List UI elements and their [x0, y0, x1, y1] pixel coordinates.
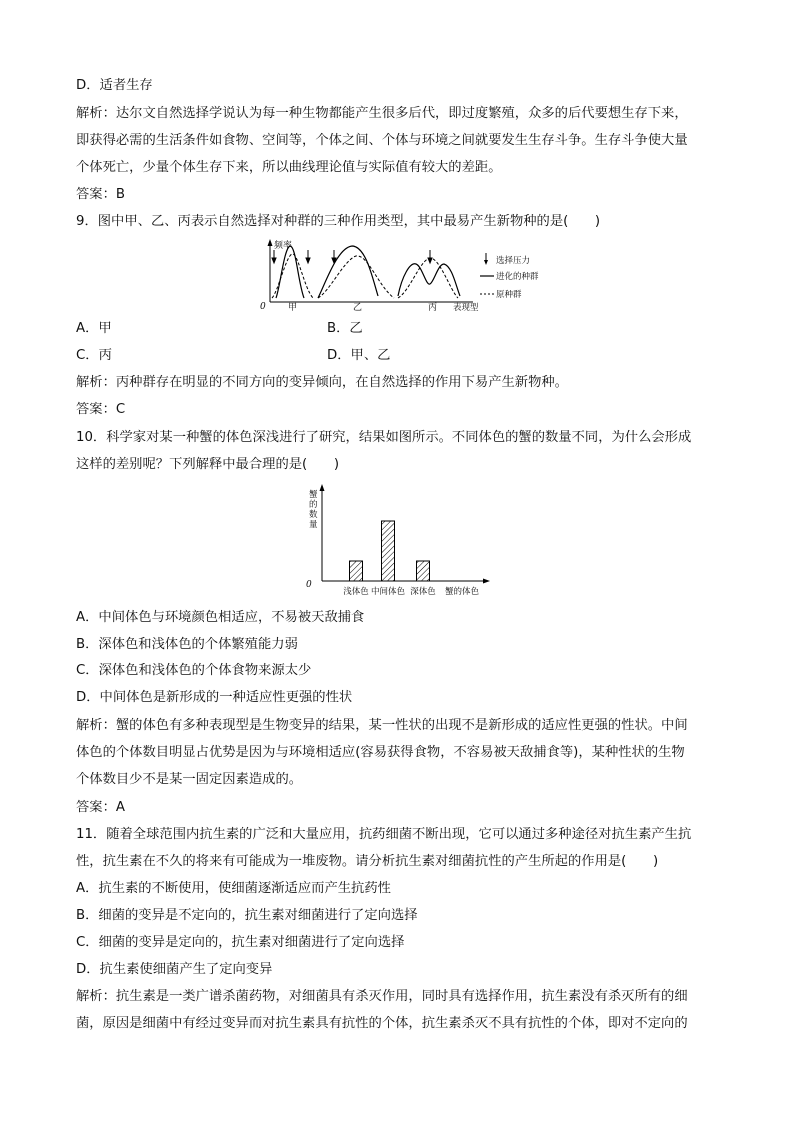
q10-explanation-line: 解析：蟹的体色有多种表现型是生物变异的结果，某一性状的出现不是新形成的适应性更强的性状。中间 [76, 718, 688, 733]
q8-explanation-line: 个体死亡，少量个体生存下来，所以曲线理论值与实际值有较大的差距。 [76, 160, 502, 175]
q9-stem: 9．图中甲、乙、丙表示自然选择对种群的三种作用类型，其中最易产生新物种的是( ) [76, 214, 601, 229]
q9-option-d: D．甲、乙 [327, 348, 391, 363]
q11-option-d: D．抗生素使细菌产生了定向变异 [76, 962, 273, 977]
q9-selection-figure [258, 236, 558, 314]
q8-option-d: D．适者生存 [76, 78, 153, 93]
chart-y-arrow [320, 484, 325, 491]
x-tick-label: 中间体色 [370, 587, 406, 597]
q10-option-c: C．深体色和浅体色的个体食物来源太少 [76, 663, 312, 678]
q10-answer: 答案：A [76, 800, 125, 815]
q9-option-b: B．乙 [327, 321, 363, 336]
y-label-char: 量 [309, 520, 318, 530]
q11-option-c: C．细菌的变异是定向的，抗生素对细菌进行了定向选择 [76, 935, 405, 950]
q10-explanation-line: 体色的个体数目明显占优势是因为与环境相适应(容易获得食物，不容易被天敌捕食等)，某种性状的生物 [76, 745, 685, 760]
q8-explanation-line: 解析：达尔文自然选择学说认为每一种生物都能产生很多后代，即过度繁殖，众多的后代要想生存下来， [76, 106, 688, 121]
legend-original-population: 原种群 [496, 290, 522, 300]
q9-answer: 答案：C [76, 402, 126, 417]
q10-option-b: B．深体色和浅体色的个体繁殖能力弱 [76, 637, 298, 652]
legend-evolved-population: 进化的种群 [496, 272, 539, 282]
x-axis-label: 表现型 [453, 303, 479, 313]
bar-2 [417, 561, 430, 581]
q10-stem-line: 这样的差别呢？下列解释中最合理的是( ) [76, 457, 340, 472]
q11-explanation-line: 解析：抗生素是一类广谱杀菌药物，对细菌具有杀灭作用，同时具有选择作用，抗生素没有杀灭所有的细 [76, 989, 688, 1004]
q10-option-d: D．中间体色是新形成的一种适应性更强的性状 [76, 690, 353, 705]
y-label-char: 的 [309, 500, 318, 510]
chart-y-label [309, 489, 318, 530]
legend [480, 253, 539, 300]
y-label-char: 蟹 [309, 490, 318, 500]
chart-origin: 0 [306, 580, 312, 590]
bar-1 [382, 521, 395, 581]
evolved-population-curve [276, 246, 460, 298]
q9-option-a: A．甲 [76, 321, 112, 336]
q9-option-c: C．丙 [76, 348, 112, 363]
legend-selection-pressure: 选择压力 [496, 256, 531, 266]
q10-explanation-line: 个体数目少不是某一固定因素造成的。 [76, 772, 303, 787]
x-tick-label: 浅体色 [343, 587, 369, 597]
q11-stem-line: 性，抗生素在不久的将来有可能成为一堆废物。请分析抗生素对细菌抗性的产生所起的作用是( ) [76, 854, 659, 869]
group-label-yi: 乙 [353, 303, 363, 313]
q11-stem-line: 11．随着全球范围内抗生素的广泛和大量应用，抗药细菌不断出现，它可以通过多种途径对抗生素产生抗 [76, 827, 692, 842]
q11-explanation-line: 菌，原因是细菌中有经过变异而对抗生素具有抗性的个体，抗生素杀灭不具有抗性的个体，即对不定向的 [76, 1016, 688, 1031]
group-label-bing: 丙 [428, 303, 438, 313]
group-label-jia: 甲 [288, 303, 298, 313]
q8-explanation-line: 即获得必需的生活条件如食物、空间等，个体之间、个体与环境之间就要发生生存斗争。生存斗争使大量 [76, 133, 688, 148]
chart-x-arrow [483, 579, 490, 584]
y-axis-arrow [268, 239, 273, 246]
q11-option-a: A．抗生素的不断使用，使细菌逐渐适应而产生抗药性 [76, 881, 391, 896]
origin-label: 0 [260, 302, 266, 312]
bar-0 [350, 561, 363, 581]
q9-explanation: 解析：丙种群存在明显的不同方向的变异倾向，在自然选择的作用下易产生新物种。 [76, 375, 568, 390]
q8-answer: 答案：B [76, 187, 126, 202]
x-tick-label: 深体色 [410, 587, 436, 597]
q10-stem-line: 10．科学家对某一种蟹的体色深浅进行了研究，结果如图所示。不同体色的蟹的数量不同，为什么会形成 [76, 430, 692, 445]
q10-option-a: A．中间体色与环境颜色相适应，不易被天敌捕食 [76, 610, 365, 625]
chart-x-label: 蟹的体色 [445, 587, 480, 597]
q11-option-b: B．细菌的变异是不定向的，抗生素对细菌进行了定向选择 [76, 908, 418, 923]
crab-color-chart [304, 483, 492, 601]
y-label-char: 数 [309, 510, 318, 520]
y-axis-label: 频率 [274, 241, 293, 251]
